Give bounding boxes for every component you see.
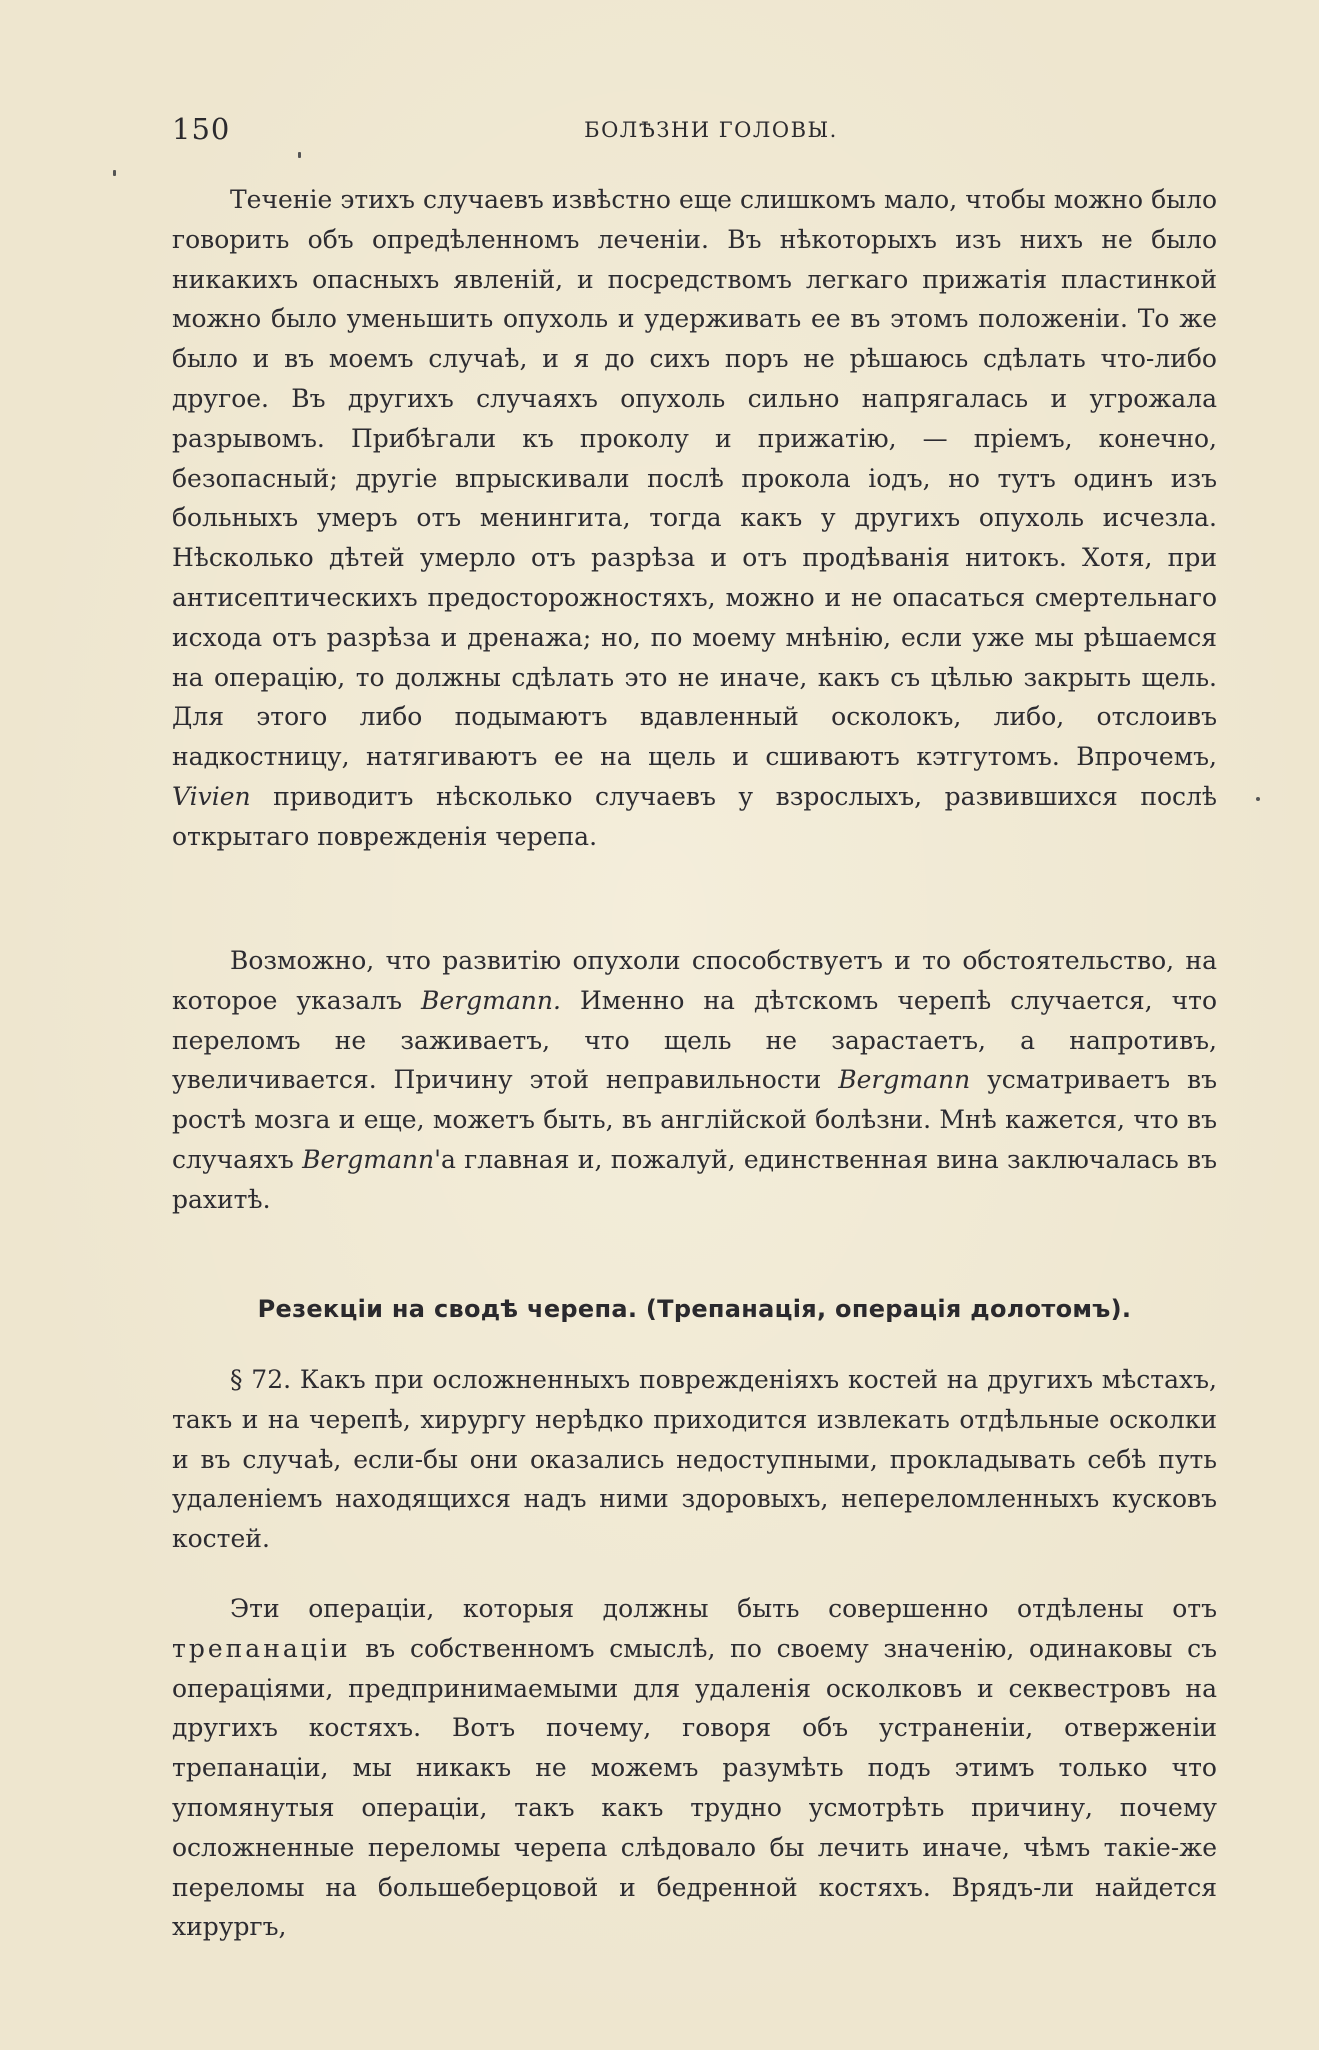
paragraph-bergmann bbox=[172, 941, 1217, 1220]
page-number: 150 bbox=[172, 112, 231, 146]
paragraph-text: Теченіе этихъ случаевъ извѣстно еще слишкомъ мало, чтобы можно было говорить объ опредѣленномъ леченіи. Въ нѣкоторыхъ изъ нихъ не было никакихъ опасныхъ явленій, и посредствомъ легкаго прижатія пластинкой можно было уменьшить опухоль и удерживать ее въ этомъ положеніи. То же было и въ моемъ случаѣ, и я до сихъ поръ не рѣшаюсь сдѣлать что-либо другое. Въ другихъ случаяхъ опухоль сильно напрягалась и угрожала разрывомъ. Прибѣгали къ проколу и прижатію, — пріемъ, конечно, безопасный; другіе впрыскивали послѣ прокола іодъ, но тутъ одинъ изъ больныхъ умеръ отъ менингита, тогда какъ у другихъ опухоль исчезла. Нѣсколько дѣтей умерло отъ разрѣза и отъ продѣванія нитокъ. Хотя, при антисептическихъ предосторожностяхъ, можно и не опасаться смертельнаго исхода отъ разрѣза и дренажа; но, по моему мнѣнію, если уже мы рѣшаемся на операцію, то должны сдѣлать это не иначе, какъ съ цѣлью закрыть щель. Для этого либо подымаютъ вдавленный осколокъ, либо, отслоивъ надкостницу, натягиваютъ ее на щель и сшиваютъ кэтгутомъ. Впрочемъ, bbox=[172, 185, 1217, 772]
paragraph-section-72 bbox=[172, 1360, 1217, 1559]
paragraph-text: § 72. Какъ при осложненныхъ поврежденіяхъ костей на другихъ мѣстахъ, такъ и на черепѣ, хирургу нерѣдко приходится извлекать отдѣльные осколки и въ случаѣ, если-бы они оказались недоступными, прокладывать себѣ путь удаленіемъ находящихся надъ ними здоровыхъ, непереломленныхъ кусковъ костей. bbox=[172, 1365, 1217, 1554]
paragraph-text-b: Именно на дѣтскомъ черепѣ случается, что переломъ не заживаетъ, что щель не зарастаетъ, а напротивъ, увеличивается. Причину этой неправильности bbox=[172, 985, 1218, 1095]
emphasized-word: трепанаціи bbox=[172, 1633, 351, 1663]
paragraph-text-b: въ собственномъ смыслѣ, по своему значенію, одинаковы съ операціями, предпринимаемыми для удаленія осколковъ и секвестровъ на другихъ костяхъ. Вотъ почему, говоря объ устраненіи, отверженіи трепанаціи, мы никакъ не можемъ разумѣть подъ этимъ только что упомянутыя операціи, такъ какъ трудно усмотрѣть причину, почему осложненные переломы черепа слѣдовало бы лечить иначе, чѣмъ такіе-же переломы на большеберцовой и бедренной костяхъ. Врядъ-ли найдется хирургъ, bbox=[172, 1633, 1217, 1942]
print-speck bbox=[1256, 797, 1260, 801]
paragraph-text-end: приводитъ нѣсколько случаевъ у взрослыхъ, развившихся послѣ открытаго поврежденія черепа. bbox=[172, 781, 1217, 851]
paragraph-treatment bbox=[172, 180, 1217, 857]
author-name-bergmann: Bergmann bbox=[838, 1065, 971, 1095]
paragraph-text-a: Возможно, что развитію опухоли способствуетъ и то обстоятельство, на которое указалъ bbox=[172, 946, 1217, 1015]
print-speck bbox=[298, 152, 301, 158]
paragraph-text-c: усматриваетъ въ ростѣ мозга и еще, можетъ быть, въ англійской болѣзни. Мнѣ кажется, что въ случаяхъ bbox=[172, 1065, 1217, 1174]
author-name-bergmann: Bergmann bbox=[302, 1144, 435, 1174]
paragraph-operations bbox=[172, 1589, 1217, 1947]
author-name-bergmann: Bergmann. bbox=[421, 985, 561, 1015]
author-name-vivien: Vivien bbox=[172, 781, 251, 811]
paragraph-text-a: Эти операціи, которыя должны быть совершенно отдѣлены отъ bbox=[230, 1594, 1217, 1623]
running-head: БОЛѢЗНИ ГОЛОВЫ. bbox=[584, 118, 838, 142]
page-header bbox=[172, 112, 1230, 152]
print-speck bbox=[113, 170, 116, 176]
section-heading: Резекціи на сводѣ черепа. (Трепанація, операція долотомъ). bbox=[257, 1295, 1132, 1323]
paragraph-text-d: 'а главная и, пожалуй, единственная вина заключалась въ рахитѣ. bbox=[172, 1144, 1217, 1214]
